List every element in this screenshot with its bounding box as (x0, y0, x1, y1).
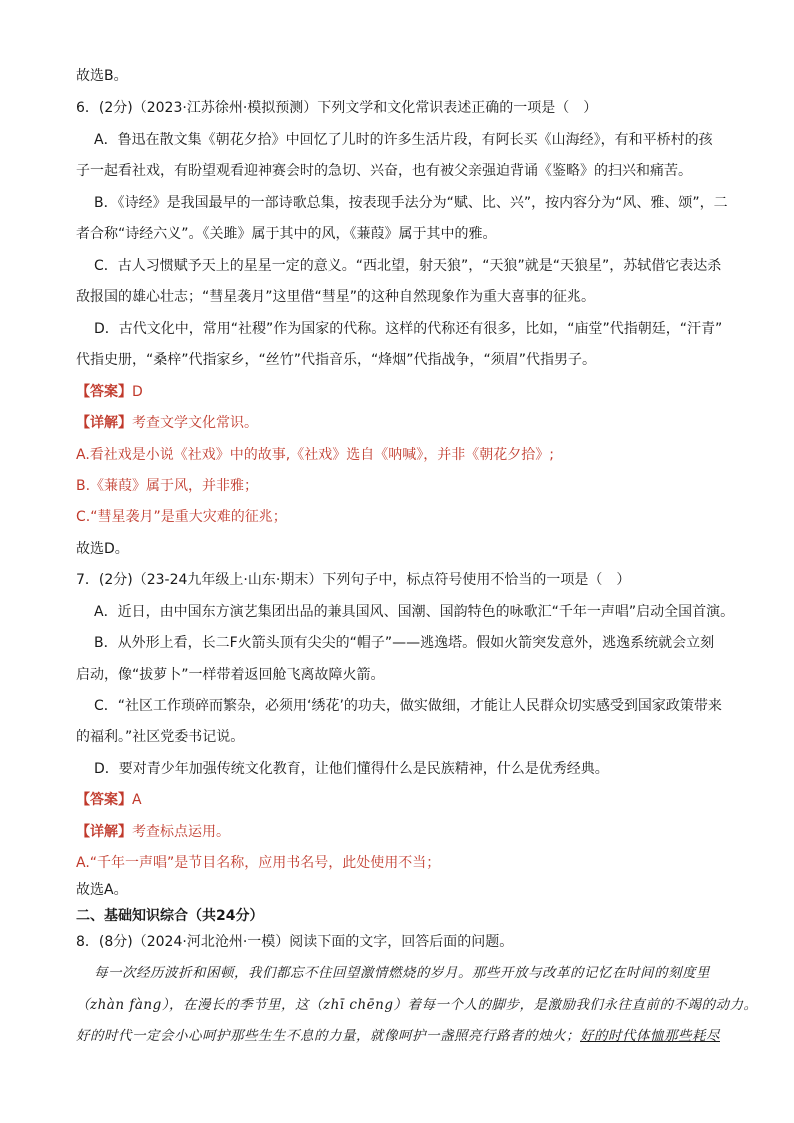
question-6-option-d-line2: 代指史册，“桑梓”代指家乡，“丝竹”代指音乐，“烽烟”代指战争，“须眉”代指男子。 (76, 352, 597, 368)
question-7-option-b-line1: B．从外形上看，长二F火箭头顶有尖尖的“帽子”——逃逸塔。假如火箭突发意外，逃逸系统就会立刻 (94, 635, 715, 651)
answer-tag: 【答案】 (76, 792, 132, 808)
question-6-option-c-line2: 敌报国的雄心壮志；“彗星袭月”这里借“彗星”的这种自然现象作为重大喜事的征兆。 (76, 289, 596, 305)
passage-line-3-part1: 好的时代一定会小心呵护那些生生不息的力量，就像呵护一盏照亮行路者的烛火； (76, 1028, 580, 1044)
answer-selection-6: 故选D。 (76, 541, 129, 557)
question-6-option-a-line1: A．鲁迅在散文集《朝花夕拾》中回忆了儿时的许多生活片段，有阿长买《山海经》，有和平桥村的孩 (94, 132, 713, 148)
passage-line-1: 每一次经历波折和困顿，我们都忘不住回望激情燃烧的岁月。那些开放与改革的记忆在时间的刻度里 (94, 965, 710, 981)
detail-6-c: C.“彗星袭月”是重大灾难的征兆； (76, 509, 287, 525)
detail-6-b: B.《蒹葭》属于风，并非雅； (76, 478, 259, 494)
answer-value: D (132, 384, 143, 400)
detail-6-a: A.看社戏是小说《社戏》中的故事,《社戏》选自《呐喊》，并非《朝花夕拾》; (76, 447, 554, 463)
question-6-option-b-line2: 者合称“诗经六义”。《关雎》属于其中的风，《蒹葭》属于其中的雅。 (76, 226, 497, 242)
detail-text: 考查标点运用。 (132, 824, 230, 840)
detail-6-line (76, 413, 258, 433)
question-8-stem: 8．(8分)（2024·河北沧州·一模）阅读下面的文字，回答后面的问题。 (76, 934, 514, 950)
detail-7-line (76, 822, 230, 842)
answer-tag: 【答案】 (76, 384, 132, 400)
detail-7-a: A.“千年一声唱”是节目名称，应用书名号，此处使用不当； (76, 855, 441, 871)
question-6-option-a-line2: 子一起看社戏，有盼望观看迎神赛会时的急切、兴奋，也有被父亲强迫背诵《鉴略》的扫兴和痛苦。 (76, 163, 692, 179)
passage-line-2: （zhàn fàng），在漫长的季节里，这（zhī chēng）着每一个人的脚步，是激励我们永往直前的不竭的动力。 (76, 997, 758, 1013)
passage-underlined-sentence: 好的时代体恤那些耗尽 (580, 1028, 720, 1044)
question-6-stem: 6．(2分)（2023·江苏徐州·模拟预测）下列文学和文化常识表述正确的一项是（ ） (76, 100, 598, 116)
question-7-option-c-line1: C．“社区工作琐碎而繁杂，必须用‘绣花’的功夫，做实做细，才能让人民群众切实感受到国家政策带来 (94, 698, 722, 714)
question-6-option-c-line1: C．古人习惯赋予天上的星星一定的意义。“西北望，射天狼”，“天狼”就是“天狼星”，苏轼借它表达杀 (94, 258, 722, 274)
answer-selection-7: 故选A。 (76, 882, 128, 898)
detail-tag: 【详解】 (76, 824, 132, 840)
question-6-option-b-line1: B．《诗经》是我国最早的一部诗歌总集，按表现手法分为“赋、比、兴”，按内容分为“风、雅、颂”，二 (94, 195, 728, 211)
answer-7-line (76, 790, 142, 810)
question-7-option-b-line2: 启动，像“拔萝卜”一样带着返回舱飞离故障火箭。 (76, 667, 385, 683)
answer-6-line (76, 382, 143, 402)
detail-text: 考查文学文化常识。 (132, 415, 258, 431)
question-7-option-a: A．近日，由中国东方演艺集团出品的兼具国风、国潮、国韵特色的咏歌汇“千年一声唱”启动全国首演。 (94, 604, 735, 620)
answer-selection-text: 故选B。 (76, 68, 128, 84)
detail-tag: 【详解】 (76, 415, 132, 431)
section-heading: 二、基础知识综合（共24分） (76, 908, 264, 924)
question-7-option-d: D．要对青少年加强传统文化教育，让他们懂得什么是民族精神，什么是优秀经典。 (94, 761, 609, 777)
answer-value: A (132, 792, 142, 808)
passage-line-3 (76, 1026, 720, 1046)
question-7-option-c-line2: 的福利。”社区党委书记说。 (76, 729, 245, 745)
question-7-stem: 7．(2分)（23-24九年级上·山东·期末）下列句子中，标点符号使用不恰当的一项是（ ） (76, 572, 631, 588)
question-6-option-d-line1: D．古代文化中，常用“社稷”作为国家的代称。这样的代称还有很多，比如，“庙堂”代指朝廷，“汗青” (94, 321, 723, 337)
